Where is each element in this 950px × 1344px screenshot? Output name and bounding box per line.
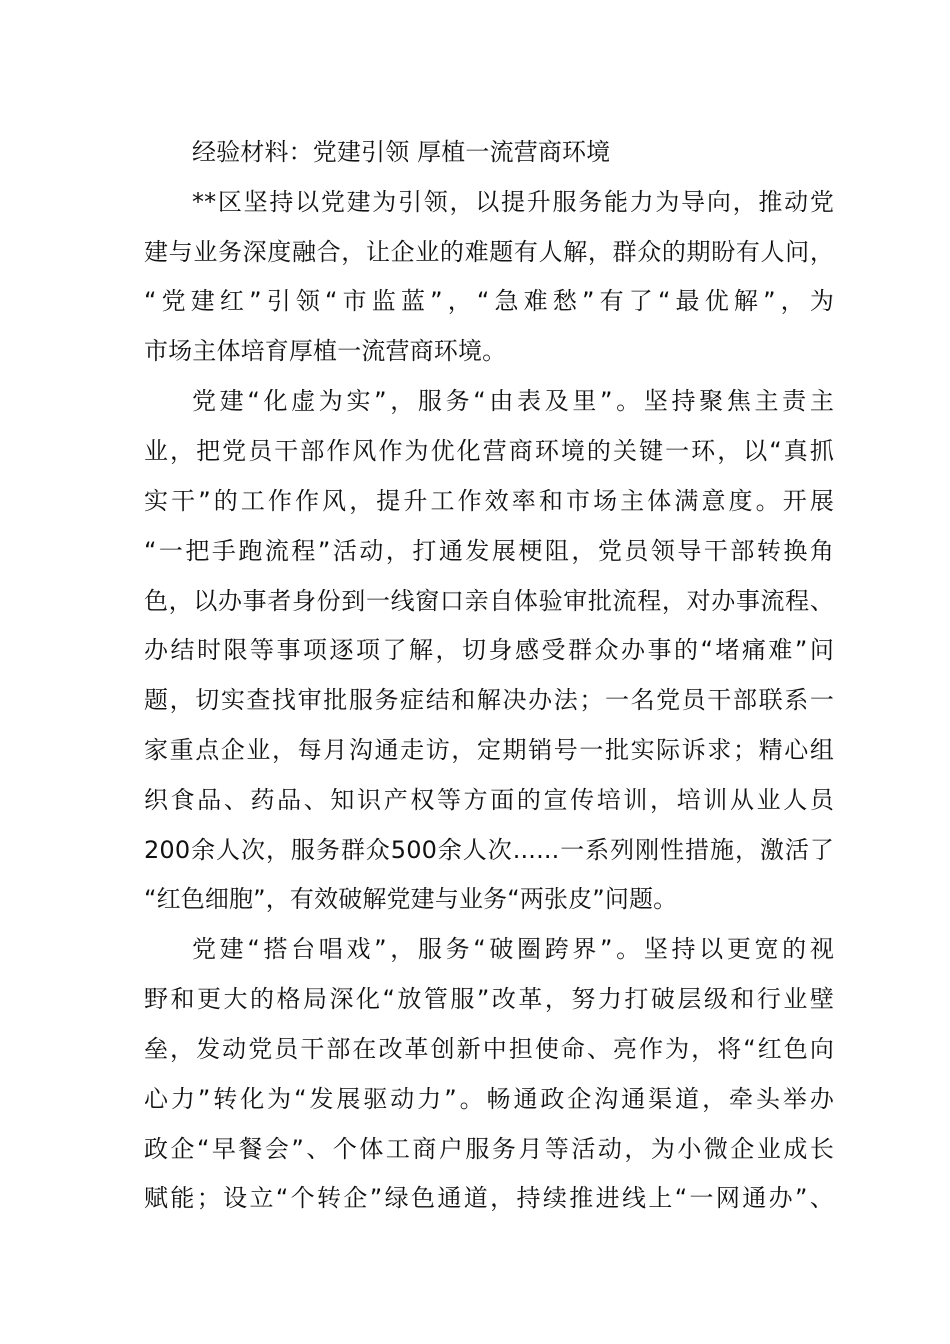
paragraph-line: 赋能；设立“个转企”绿色通道，持续推进线上“一网通办”、 [144,1184,834,1212]
paragraph-line: 建与业务深度融合，让企业的难题有人解，群众的期盼有人问， [144,238,834,266]
paragraph-line: 政企“早餐会”、个体工商户服务月等活动，为小微企业成长 [144,1135,834,1163]
paragraph-line: “红色细胞”，有效破解党建与业务“两张皮”问题。 [144,885,678,913]
paragraph-line: “一把手跑流程”活动，打通发展梗阻，党员领导干部转换角 [144,537,834,565]
paragraph-line: 织食品、药品、知识产权等方面的宣传培训，培训从业人员 [144,786,834,814]
paragraph-line: **区坚持以党建为引领，以提升服务能力为导向，推动党 [192,188,834,216]
paragraph-line: 家重点企业，每月沟通走访，定期销号一批实际诉求；精心组 [144,736,834,764]
paragraph-line: 市场主体培育厚植一流营商环境。 [144,337,507,365]
paragraph-line: 色，以办事者身份到一线窗口亲自体验审批流程，对办事流程、 [144,587,834,615]
paragraph-line: 党建“化虚为实”，服务“由表及里”。坚持聚焦主责主 [192,387,834,415]
paragraph-line: 党建“搭台唱戏”，服务“破圈跨界”。坚持以更宽的视 [192,935,834,963]
paragraph-line: 业，把党员干部作风作为优化营商环境的关键一环，以“真抓 [144,437,834,465]
paragraph-line: “党建红”引领“市监蓝”，“急难愁”有了“最优解”，为 [144,287,834,315]
paragraph-line: 实干”的工作作风，提升工作效率和市场主体满意度。开展 [144,487,834,515]
paragraph-line: 心力”转化为“发展驱动力”。畅通政企沟通渠道，牵头举办 [144,1085,834,1113]
paragraph-line: 题，切实查找审批服务症结和解决办法；一名党员干部联系一 [144,686,834,714]
paragraph-line: 垒，发动党员干部在改革创新中担使命、亮作为，将“红色向 [144,1035,834,1063]
paragraph-line: 200余人次，服务群众500余人次......一系列刚性措施，激活了 [144,836,834,864]
paragraph-line: 野和更大的格局深化“放管服”改革，努力打破层级和行业壁 [144,985,834,1013]
document-title: 经验材料：党建引领 厚植一流营商环境 [192,138,611,166]
paragraph-line: 办结时限等事项逐项了解，切身感受群众办事的“堵痛难”问 [144,636,834,664]
